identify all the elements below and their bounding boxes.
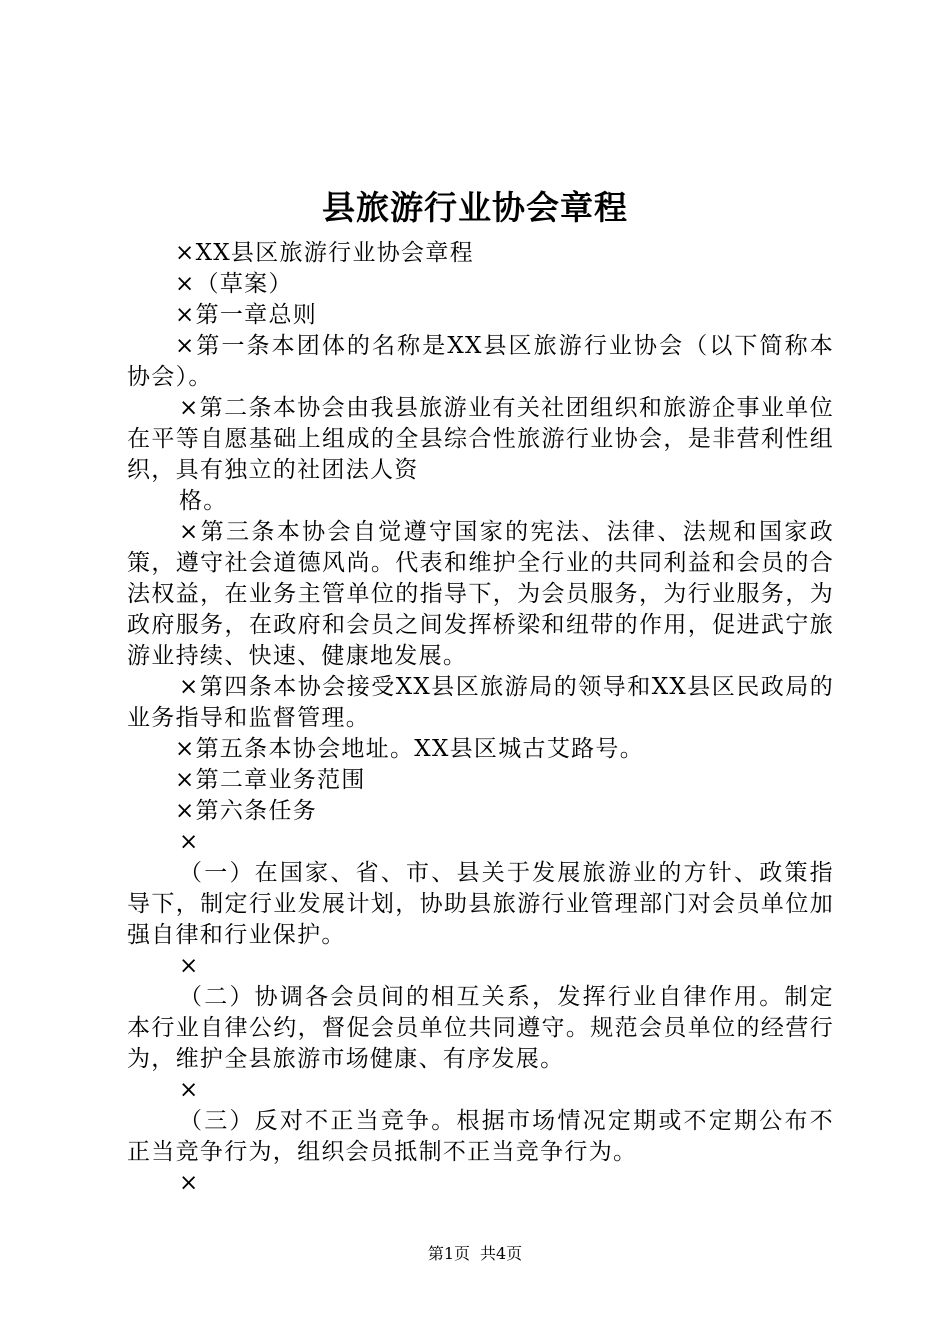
paragraph: ×第六条任务 <box>175 798 318 824</box>
paragraph: × <box>179 829 200 855</box>
page-footer <box>0 1244 950 1264</box>
paragraph: ×XX县区旅游行业协会章程 <box>175 240 474 266</box>
paragraph: ×第一章总则 <box>175 302 318 328</box>
paragraph: ×第一条本团体的名称是XX县区旅游行业协会（以下简称本协会）。 <box>127 333 834 390</box>
paragraph: ×第四条本协会接受XX县区旅游局的领导和XX县区民政局的业务指导和监督管理。 <box>127 674 834 731</box>
document-title: 县旅游行业协会章程 <box>322 188 628 227</box>
document-body <box>127 238 834 1199</box>
paragraph: ×第二章业务范围 <box>175 767 366 793</box>
page-number: 第1页 <box>427 1244 470 1263</box>
page-total: 共4页 <box>480 1244 523 1263</box>
paragraph: （二）协调各会员间的相互关系，发挥行业自律作用。制定本行业自律公约，督促会员单位共同遵守。规范会员单位的经营行为，维护全县旅游市场健康、有序发展。 <box>127 984 834 1072</box>
paragraph: 格。 <box>179 488 228 514</box>
paragraph: （三）反对不正当竞争。根据市场情况定期或不定期公布不正当竞争行为，组织会员抵制不正当竞争行为。 <box>127 1108 834 1165</box>
paragraph: ×第五条本协会地址。XX县区城古艾路号。 <box>175 736 645 762</box>
paragraph: （一）在国家、省、市、县关于发展旅游业的方针、政策指导下，制定行业发展计划，协助县旅游行业管理部门对会员单位加强自律和行业保护。 <box>127 860 834 948</box>
paragraph: × <box>179 1077 200 1103</box>
paragraph: × <box>179 1170 200 1196</box>
paragraph: ×第二条本协会由我县旅游业有关社团组织和旅游企事业单位在平等自愿基础上组成的全县综合性旅游行业协会，是非营利性组织，具有独立的社团法人资 <box>127 395 834 483</box>
paragraph: × <box>179 953 200 979</box>
paragraph: ×第三条本协会自觉遵守国家的宪法、法律、法规和国家政策，遵守社会道德风尚。代表和维护全行业的共同利益和会员的合法权益，在业务主管单位的指导下，为会员服务，为行业服务，为政府服务，在政府和会员之间发挥桥梁和纽带的作用，促进武宁旅游业持续、快速、健康地发展。 <box>127 519 834 669</box>
paragraph: ×（草案） <box>175 271 293 297</box>
